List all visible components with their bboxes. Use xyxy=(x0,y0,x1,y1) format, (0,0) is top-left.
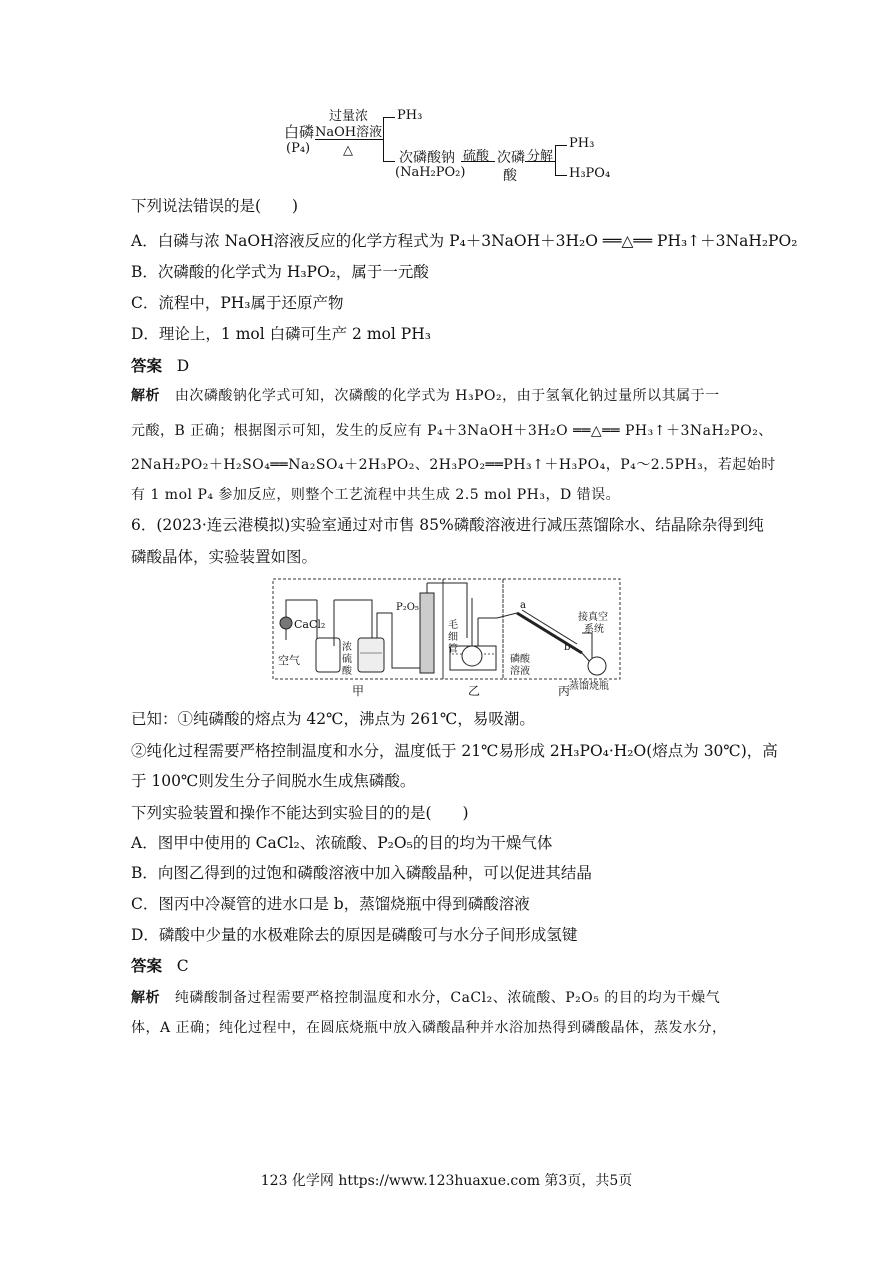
port-a-label: a xyxy=(520,600,526,611)
answer-value: D xyxy=(176,357,190,375)
figure-bing-label: 丙 xyxy=(558,684,571,698)
flow-arrow-ph3 xyxy=(383,117,395,118)
reagent-label-1: 过量浓 xyxy=(329,109,369,124)
q5-option-a: A．白磷与浓 NaOH溶液反应的化学方程式为 P₄＋3NaOH＋3H₂O ══△══ PH₃↑＋3NaH₂PO₂ xyxy=(131,232,798,250)
q5-analysis-4: 有 1 mol P₄ 参加反应，则整个工艺流程中共生成 2.5 mol PH₃，D 错误。 xyxy=(131,487,621,503)
conc-h2so4-label-3: 酸 xyxy=(342,666,352,677)
decompose-label: 分解 xyxy=(527,149,554,164)
figure-jia-label: 甲 xyxy=(352,684,365,698)
conc-h2so4-label-1: 浓 xyxy=(342,642,352,653)
capillary-label-2: 细 xyxy=(448,632,458,643)
page-footer: 123 化学网 https://www.123huaxue.com 第3页，共5页 xyxy=(260,1173,633,1189)
q6-option-d: D．磷酸中少量的水极难除去的原因是磷酸可与水分子间形成氢键 xyxy=(131,926,578,944)
sodium-hypophosphite-label: 次磷酸钠 xyxy=(399,150,455,166)
q6-option-b: B．向图乙得到的过饱和磷酸溶液中加入磷酸晶种，可以促进其结晶 xyxy=(131,864,592,882)
process-flow-diagram xyxy=(281,105,621,185)
analysis-label: 解析 xyxy=(131,990,160,1006)
q6-option-a: A．图甲中使用的 CaCl₂、浓硫酸、P₂O₅的目的均为干燥气体 xyxy=(131,834,553,852)
q5-option-b: B．次磷酸的化学式为 H₃PO₂，属于一元酸 xyxy=(131,263,429,281)
h3po4-product: H₃PO₄ xyxy=(569,166,611,181)
air-label: 空气 xyxy=(278,654,300,667)
q5-option-d: D．理论上，1 mol 白磷可生产 2 mol PH₃ xyxy=(131,325,431,343)
q6-known-2: ②纯化过程需要严格控制温度和水分，温度低于 21℃易形成 2H₃PO₄·H₂O(熔点为 30℃)，高 xyxy=(131,742,778,760)
q5-answer xyxy=(131,356,189,376)
answer-label: 答案 xyxy=(131,356,163,375)
reagent-label-2: NaOH溶液 xyxy=(315,125,383,140)
flow-arrow-decompose xyxy=(525,161,555,162)
p2o5-label: P₂O₅ xyxy=(396,602,419,613)
flow-branch-line xyxy=(383,117,384,161)
cacl2-label: CaCl₂ xyxy=(294,618,326,631)
flow-arrow-acid xyxy=(461,161,495,162)
port-b-label: b xyxy=(564,642,571,653)
hypophosphorous-acid-label-2: 酸 xyxy=(503,168,517,184)
vacuum-label-1: 接真空 xyxy=(578,612,608,623)
q6-option-c: C．图丙中冷凝管的进水口是 b，蒸馏烧瓶中得到磷酸溶液 xyxy=(131,895,530,913)
flow-arrow-nah2po2 xyxy=(383,161,395,162)
capillary-label-3: 管 xyxy=(448,644,458,655)
apparatus-figure xyxy=(272,578,622,698)
analysis-label: 解析 xyxy=(131,388,160,404)
white-phosphorus-label: 白磷 xyxy=(284,123,315,141)
capillary-label-1: 毛 xyxy=(448,620,458,631)
vacuum-label-2: 系统 xyxy=(584,624,604,635)
q6-analysis-1 xyxy=(131,988,720,1008)
q5-analysis-2: 元酸，B 正确；根据图示可知，发生的反应有 P₄＋3NaOH＋3H₂O ══△══ PH₃↑＋3NaH₂PO₂、 xyxy=(131,423,773,439)
q6-stem-1: 6．(2023·连云港模拟)实验室通过对市售 85%磷酸溶液进行减压蒸馏除水、结晶除杂得到纯 xyxy=(131,516,764,534)
analysis-text: 由次磷酸钠化学式可知，次磷酸的化学式为 H₃PO₂，由于氢氧化钠过量所以其属于一 xyxy=(174,388,720,404)
q6-stem-2: 磷酸晶体，实验装置如图。 xyxy=(131,548,318,566)
heat-symbol: △ xyxy=(343,143,353,158)
sodium-hypophosphite-formula: (NaH₂PO₂) xyxy=(395,165,466,180)
answer-label: 答案 xyxy=(131,956,163,975)
q5-stem: 下列说法错误的是( ) xyxy=(131,197,299,215)
conc-h2so4-label-2: 硫 xyxy=(342,654,352,665)
answer-value: C xyxy=(176,957,189,975)
flow-arrow-ph3-b xyxy=(555,145,567,146)
flask-label: 蒸馏烧瓶 xyxy=(569,681,609,692)
sulfuric-acid-label: 硫酸 xyxy=(463,149,490,164)
ph3-product-b: PH₃ xyxy=(569,136,595,151)
flow-arrow-h3po4 xyxy=(555,175,567,176)
q6-known-3: 于 100℃则发生分子间脱水生成焦磷酸。 xyxy=(131,772,416,790)
q6-known-1: 已知：①纯磷酸的熔点为 42℃，沸点为 261℃，易吸潮。 xyxy=(131,710,535,728)
q6-analysis-2: 体，A 正确；纯化过程中，在圆底烧瓶中放入磷酸晶种并水浴加热得到磷酸晶体，蒸发水分， xyxy=(131,1020,727,1036)
phosphoric-label-2: 溶液 xyxy=(510,666,530,677)
analysis-text: 纯磷酸制备过程需要严格控制温度和水分，CaCl₂、浓硫酸、P₂O₅ 的目的均为干燥气 xyxy=(174,990,721,1006)
flow-branch-line-2 xyxy=(555,145,556,175)
q6-answer xyxy=(131,956,189,976)
q5-analysis-3: 2NaH₂PO₂＋H₂SO₄══Na₂SO₄＋2H₃PO₂、2H₃PO₂══PH₃↑＋H₃PO₄，P₄～2.5PH₃，若起始时 xyxy=(131,457,776,473)
q6-stem-3: 下列实验装置和操作不能达到实验目的的是( ) xyxy=(131,804,469,822)
ph3-product-a: PH₃ xyxy=(397,108,423,123)
figure-yi-label: 乙 xyxy=(468,684,481,698)
phosphoric-label-1: 磷酸 xyxy=(510,654,530,665)
hypophosphorous-acid-label-1: 次磷 xyxy=(497,150,525,166)
q5-option-c: C．流程中，PH₃属于还原产物 xyxy=(131,294,344,312)
q5-analysis-1 xyxy=(131,386,720,406)
white-phosphorus-formula: (P₄) xyxy=(286,141,311,156)
flow-arrow-main xyxy=(315,139,383,140)
